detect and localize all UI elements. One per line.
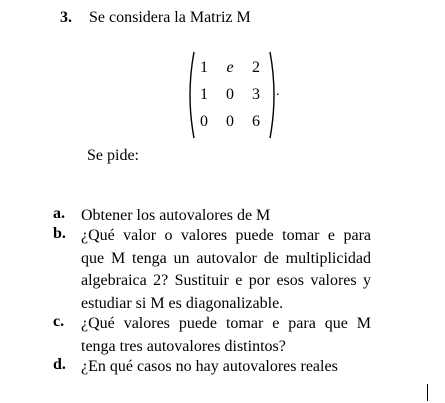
text-cursor [427, 384, 428, 401]
problem-number: 3. [60, 9, 72, 26]
item-c-text [81, 313, 371, 358]
item-c-label: c. [53, 313, 65, 330]
item-d-label: d. [53, 356, 66, 373]
matrix-cell-2-3: 3 [252, 86, 260, 103]
matrix-cell-1-1: 1 [200, 59, 208, 76]
matrix-cell-3-3: 6 [252, 113, 260, 130]
item-b-line-2: que M tenga un autovalor de multiplicidad [81, 249, 371, 267]
item-c-line-2: tenga tres autovalores distintos? [81, 337, 286, 355]
item-b-label: b. [53, 225, 66, 242]
item-a-line-1: Obtener los autovalores de M [81, 207, 271, 224]
item-c-line-1: ¿Qué valores puede tomar e para que M [81, 315, 371, 332]
item-b-line-4: estudiar si M es diagonalizable. [81, 294, 284, 312]
matrix-trailing-punct: . [276, 84, 280, 99]
item-d-text [81, 356, 371, 379]
matrix-cell-1-2: e [226, 59, 234, 76]
matrix-cell-3-2: 0 [226, 113, 234, 130]
problem-statement: Se considera la Matriz M [89, 9, 251, 26]
matrix-cell-1-3: 2 [252, 59, 260, 76]
se-pide-label: Se pide: [87, 147, 139, 164]
matrix-cell-3-1: 0 [200, 113, 208, 130]
item-b-line-3: algebraica 2? Sustituir e por esos valores y [81, 272, 371, 289]
item-b-line-1: ¿Qué valor o valores puede tomar e para [81, 227, 371, 244]
item-b-text [81, 225, 371, 315]
matrix-cell-2-2: 0 [226, 86, 234, 103]
matrix-cell-2-1: 1 [200, 86, 208, 103]
item-a-label: a. [53, 205, 65, 222]
item-d-line-1: ¿En qué casos no hay autovalores reales [81, 358, 338, 375]
matrix-m [186, 50, 278, 140]
